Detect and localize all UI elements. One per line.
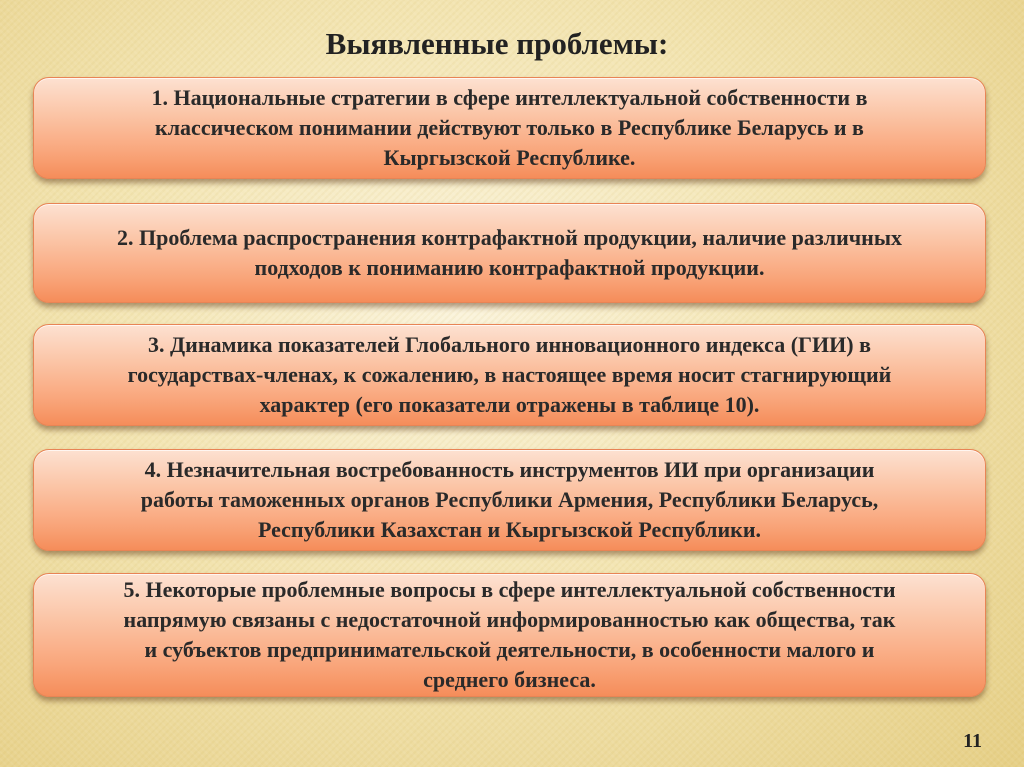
problem-box-2: 2. Проблема распространения контрафактной продукции, наличие различных подходов к пониманию контрафактной продукции.	[33, 203, 986, 303]
problem-box-5: 5. Некоторые проблемные вопросы в сфере интеллектуальной собственности напрямую связаны с недостаточной информированностью как общества, так и субъектов предпринимательской деятельности, в особенности малого и среднего бизнеса.	[33, 573, 986, 697]
slide-title: Выявленные проблемы:	[325, 26, 669, 61]
problem-box-3: 3. Динамика показателей Глобального инновационного индекса (ГИИ) в государствах-членах, к сожалению, в настоящее время носит стагнирующий характер (его показатели отражены в таблице 10).	[33, 324, 986, 426]
problem-box-1: 1. Национальные стратегии в сфере интеллектуальной собственности в классическом понимании действуют только в Республике Беларусь и в Кыргызской Республике.	[33, 77, 986, 179]
problem-box-4: 4. Незначительная востребованность инструментов ИИ при организации работы таможенных органов Республики Армения, Республики Беларусь, Республики Казахстан и Кыргызской Республики.	[33, 449, 986, 551]
page-number: 11	[963, 730, 982, 752]
